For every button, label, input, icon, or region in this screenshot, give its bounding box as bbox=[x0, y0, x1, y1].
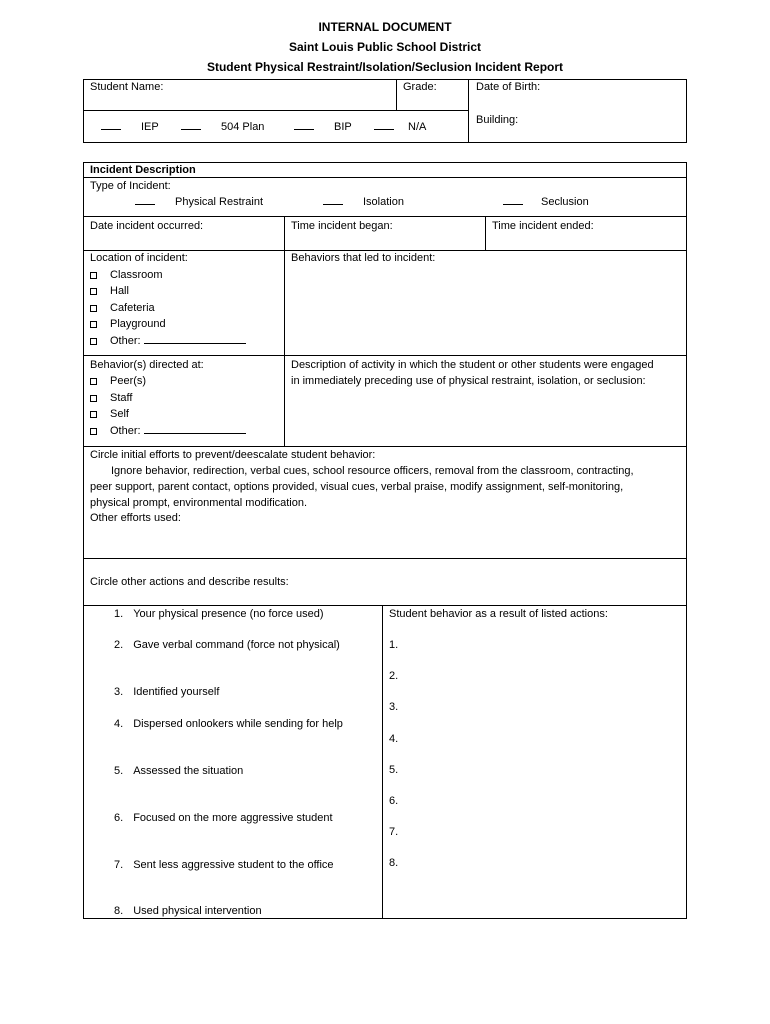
actions-results-divider-v bbox=[382, 605, 383, 919]
location-classroom-checkbox[interactable]: Classroom bbox=[90, 269, 163, 282]
action-item-2[interactable]: 2. Gave verbal command (force not physical) bbox=[114, 639, 340, 651]
incident-title-divider bbox=[83, 177, 687, 178]
result-field-2[interactable]: 2. bbox=[389, 670, 399, 682]
checkbox-icon bbox=[90, 305, 97, 312]
action-item-7[interactable]: 7. Sent less aggressive student to the office bbox=[114, 859, 334, 871]
date-time-divider-v2 bbox=[485, 216, 486, 250]
efforts-options-line3[interactable]: physical prompt, environmental modification. bbox=[90, 497, 308, 509]
action-item-4[interactable]: 4. Dispersed onlookers while sending for help bbox=[114, 718, 343, 730]
result-field-3[interactable]: 3. bbox=[389, 701, 399, 713]
row-divider-6 bbox=[83, 605, 687, 606]
action-item-5[interactable]: 5. Assessed the situation bbox=[114, 765, 244, 777]
type-seclusion-option[interactable]: Seclusion bbox=[503, 196, 589, 209]
location-cafeteria-checkbox[interactable]: Cafeteria bbox=[90, 302, 155, 315]
action-item-1[interactable]: 1. Your physical presence (no force used) bbox=[114, 608, 324, 620]
student-name-field[interactable]: Student Name: bbox=[90, 81, 164, 93]
building-field[interactable]: Building: bbox=[476, 114, 519, 126]
efforts-title: Circle initial efforts to prevent/deescalate student behavior: bbox=[90, 449, 376, 461]
directed-staff-checkbox[interactable]: Staff bbox=[90, 392, 132, 405]
type-physical-restraint-option[interactable]: Physical Restraint bbox=[135, 196, 263, 209]
efforts-options-line1[interactable]: Ignore behavior, redirection, verbal cues, school resource officers, removal from the classroom, contracting, bbox=[111, 465, 634, 477]
incident-box bbox=[83, 162, 687, 919]
checkbox-icon bbox=[90, 272, 97, 279]
directed-other-checkbox[interactable]: Other: bbox=[90, 425, 246, 438]
checkbox-icon bbox=[90, 411, 97, 418]
action-item-6[interactable]: 6. Focused on the more aggressive student bbox=[114, 812, 333, 824]
row-divider-4 bbox=[83, 446, 687, 447]
plan-bip-option[interactable]: BIP bbox=[294, 121, 352, 134]
time-ended-field[interactable]: Time incident ended: bbox=[492, 220, 594, 232]
checkbox-icon bbox=[90, 288, 97, 295]
row-divider-2 bbox=[83, 250, 687, 251]
type-isolation-option[interactable]: Isolation bbox=[323, 196, 404, 209]
doc-header-title: Student Physical Restraint/Isolation/Seclusion Incident Report bbox=[206, 60, 564, 74]
dob-field[interactable]: Date of Birth: bbox=[476, 81, 541, 93]
result-field-8[interactable]: 8. bbox=[389, 857, 399, 869]
result-field-1[interactable]: 1. bbox=[389, 639, 399, 651]
directed-at-label: Behavior(s) directed at: bbox=[90, 359, 204, 371]
efforts-options-line2[interactable]: peer support, parent contact, options provided, visual cues, verbal praise, modify assignment, self-monitoring, bbox=[90, 481, 624, 493]
location-behavior-divider-v bbox=[284, 250, 285, 446]
plan-504-option[interactable]: 504 Plan bbox=[181, 121, 264, 134]
checkbox-icon bbox=[90, 338, 97, 345]
location-playground-checkbox[interactable]: Playground bbox=[90, 318, 166, 331]
doc-header-district: Saint Louis Public School District bbox=[288, 40, 482, 54]
actions-title: Circle other actions and describe results: bbox=[90, 576, 289, 588]
result-field-7[interactable]: 7. bbox=[389, 826, 399, 838]
behaviors-led-field[interactable]: Behaviors that led to incident: bbox=[291, 252, 436, 264]
date-occurred-field[interactable]: Date incident occurred: bbox=[90, 220, 204, 232]
directed-self-checkbox[interactable]: Self bbox=[90, 408, 129, 421]
row-divider-3 bbox=[83, 355, 687, 356]
location-other-checkbox[interactable]: Other: bbox=[90, 335, 246, 348]
student-info-divider-h bbox=[83, 110, 468, 111]
activity-description-field[interactable]: Description of activity in which the student or other students were engaged bbox=[291, 359, 654, 371]
other-efforts-field[interactable]: Other efforts used: bbox=[90, 512, 181, 524]
location-hall-checkbox[interactable]: Hall bbox=[90, 285, 129, 298]
location-label: Location of incident: bbox=[90, 252, 188, 264]
action-item-3[interactable]: 3. Identified yourself bbox=[114, 686, 220, 698]
date-time-divider-v1 bbox=[284, 216, 285, 250]
row-divider-5 bbox=[83, 558, 687, 559]
checkbox-icon bbox=[90, 321, 97, 328]
activity-description-field-line2: in immediately preceding use of physical restraint, isolation, or seclusion: bbox=[291, 375, 646, 387]
checkbox-icon bbox=[90, 378, 97, 385]
result-field-5[interactable]: 5. bbox=[389, 764, 399, 776]
row-divider-1 bbox=[83, 216, 687, 217]
student-info-divider-v2 bbox=[468, 79, 469, 143]
results-label: Student behavior as a result of listed actions: bbox=[389, 608, 608, 620]
incident-section-title: Incident Description bbox=[90, 164, 196, 176]
action-item-8[interactable]: 8. Used physical intervention bbox=[114, 905, 262, 917]
time-began-field[interactable]: Time incident began: bbox=[291, 220, 393, 232]
result-field-4[interactable]: 4. bbox=[389, 733, 399, 745]
checkbox-icon bbox=[90, 395, 97, 402]
incident-type-label: Type of Incident: bbox=[90, 180, 171, 192]
result-field-6[interactable]: 6. bbox=[389, 795, 399, 807]
directed-peers-checkbox[interactable]: Peer(s) bbox=[90, 375, 146, 388]
plan-iep-option[interactable]: IEP bbox=[101, 121, 159, 134]
doc-header-internal: INTERNAL DOCUMENT bbox=[318, 20, 452, 34]
grade-field[interactable]: Grade: bbox=[403, 81, 437, 93]
student-info-divider-v1 bbox=[396, 79, 397, 111]
plan-na-option[interactable]: N/A bbox=[374, 121, 426, 134]
checkbox-icon bbox=[90, 428, 97, 435]
